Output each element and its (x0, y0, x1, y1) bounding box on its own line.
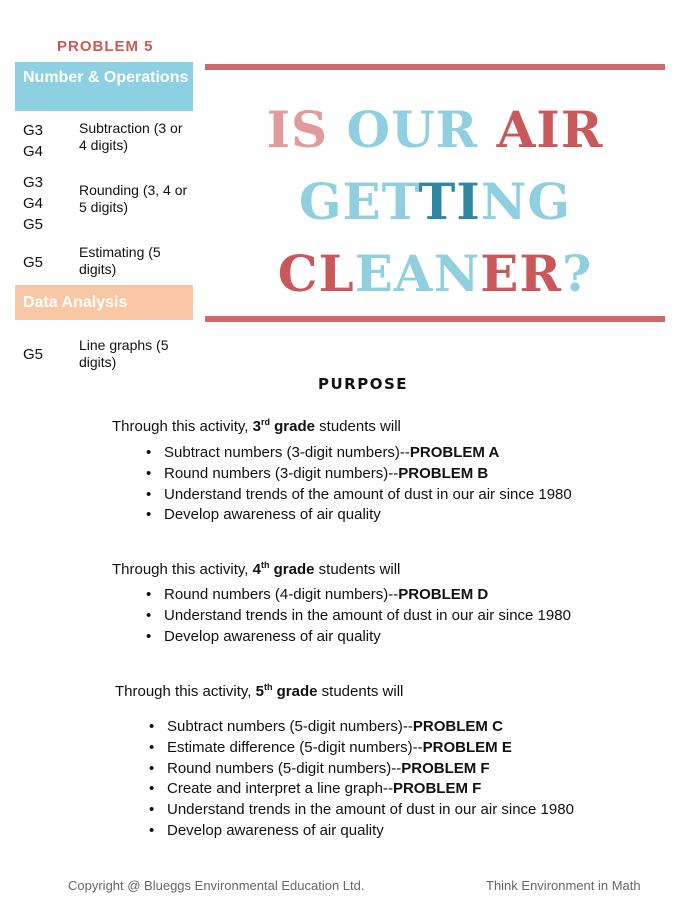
page-title (205, 94, 665, 310)
skill-line-graphs: Line graphs (5 digits) (79, 337, 169, 370)
footer-copyright: Copyright @ Blueggs Environmental Education Ltd. (68, 878, 365, 893)
objective-text: Round numbers (3-digit numbers)-- (164, 464, 399, 482)
category-number-operations: Number & Operations (15, 62, 193, 111)
list-item (149, 821, 574, 842)
list-item (149, 800, 574, 821)
intro-text: students will (314, 561, 401, 578)
list-item (146, 443, 572, 464)
skill-rounding: Rounding (3, 4 or 5 digits) (79, 182, 188, 215)
list-item (149, 759, 574, 780)
grades-estimating (23, 252, 43, 273)
objective-text: Estimate difference (5-digit numbers)-- (167, 738, 423, 756)
objective-text: Understand trends of the amount of dust in our air since 1980 (164, 485, 572, 503)
grade-suffix: rd (260, 417, 270, 427)
intro-text: Through this activity, (112, 561, 253, 578)
title-word: TI (418, 172, 481, 231)
title-word: ER (480, 244, 562, 303)
footer-tagline: Think Environment in Math (486, 878, 641, 893)
list-item (146, 464, 572, 485)
skill-estimating: Estimating (5 digits) (79, 244, 161, 277)
category-data-analysis: Data Analysis (15, 285, 193, 320)
problem-ref: PROBLEM C (412, 718, 503, 735)
list-item (149, 717, 574, 738)
intro-text: Through this activity, (112, 418, 253, 435)
grade-word: grade (269, 561, 315, 578)
problem-ref: PROBLEM D (398, 586, 489, 603)
objective-text: Develop awareness of air quality (164, 506, 381, 524)
objective-text: Create and interpret a line graph-- (167, 780, 393, 798)
title-line-3 (205, 238, 665, 310)
objective-text: Understand trends in the amount of dust in our air since 1980 (164, 606, 571, 624)
grade-label: G3 (23, 174, 44, 191)
grades-line-graphs (23, 344, 43, 365)
title-word: IS (266, 100, 347, 159)
grade-label: G5 (23, 216, 44, 233)
grade-number: 5 (255, 683, 264, 700)
objective-text: Understand trends in the amount of dust in our air since 1980 (167, 801, 574, 819)
grade-label: G5 (23, 254, 44, 271)
list-item (146, 585, 571, 606)
grade-number: 4 (252, 561, 261, 578)
grade-label: G4 (23, 143, 44, 160)
title-word: OUR (346, 100, 497, 159)
objective-text: Develop awareness of air quality (164, 627, 381, 645)
grade-suffix: th (260, 560, 270, 570)
grade-3-objectives (146, 443, 572, 526)
grade-4-objectives (146, 585, 571, 647)
list-item (149, 738, 574, 759)
grade-5-intro (115, 682, 403, 700)
problem-ref: PROBLEM F (401, 759, 490, 777)
problem-label: PROBLEM 5 (57, 38, 154, 55)
purpose-heading: PURPOSE (318, 375, 409, 393)
grade-suffix: th (263, 682, 273, 692)
grade-label: G3 (23, 122, 44, 139)
title-word: GET (298, 172, 419, 231)
title-top-rule (205, 64, 665, 70)
problem-ref: PROBLEM E (422, 738, 512, 756)
grade-5-objectives (149, 717, 574, 842)
list-item (146, 606, 571, 627)
problem-ref: PROBLEM A (409, 444, 500, 461)
objective-text: Round numbers (4-digit numbers)-- (164, 586, 399, 603)
objective-text: Round numbers (5-digit numbers)-- (167, 759, 402, 777)
title-line-2 (205, 166, 665, 238)
title-word: EAN (354, 244, 481, 303)
grade-4-intro (112, 560, 400, 578)
title-word: CL (277, 244, 355, 303)
title-bottom-rule (205, 316, 665, 322)
grade-label: G4 (23, 195, 44, 212)
title-word: NG (480, 172, 572, 231)
objective-text: Develop awareness of air quality (167, 821, 384, 839)
intro-text: students will (314, 418, 401, 435)
objective-text: Subtract numbers (3-digit numbers)-- (164, 444, 410, 461)
grade-number: 3 (252, 418, 261, 435)
problem-ref: PROBLEM F (392, 780, 482, 798)
grade-word: grade (269, 418, 315, 435)
grade-word: grade (272, 683, 318, 700)
objective-text: Subtract numbers (5-digit numbers)-- (167, 718, 413, 735)
title-word: ? (561, 244, 593, 303)
skill-subtraction: Subtraction (3 or 4 digits) (79, 120, 183, 153)
list-item (149, 779, 574, 800)
title-word: AIR (496, 100, 604, 159)
grades-subtraction (23, 120, 43, 162)
intro-text: Through this activity, (115, 683, 256, 700)
problem-ref: PROBLEM B (398, 464, 489, 482)
intro-text: students will (317, 683, 404, 700)
grade-label: G5 (23, 346, 44, 363)
grades-rounding (23, 172, 43, 235)
list-item (146, 627, 571, 648)
title-line-1 (205, 94, 665, 166)
list-item (146, 505, 572, 526)
list-item (146, 485, 572, 506)
grade-3-intro (112, 417, 401, 435)
